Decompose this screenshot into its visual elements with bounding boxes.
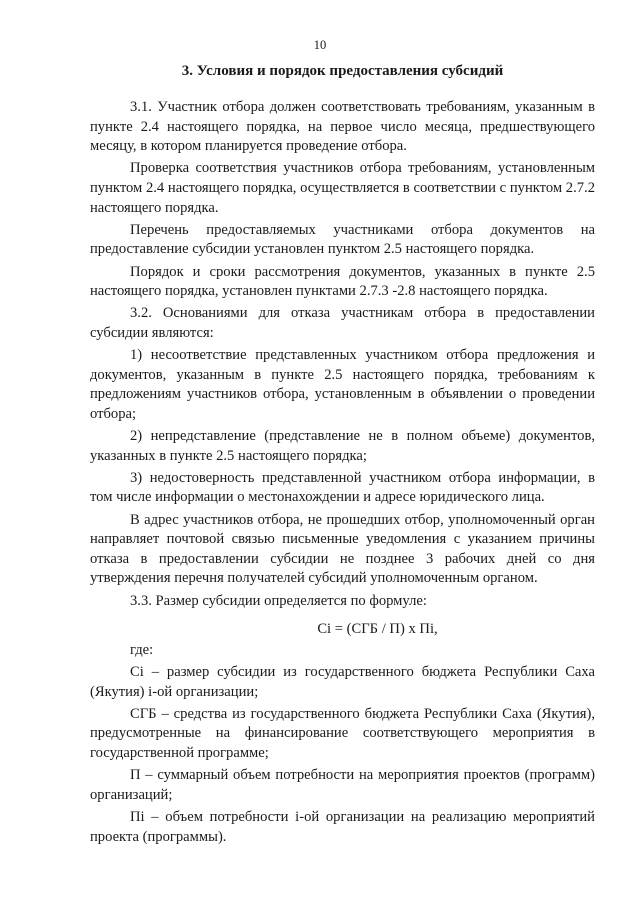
definition-p: П – суммарный объем потребности на мероприятия проектов (программ) организаций; [90, 767, 595, 803]
paragraph-documents-list: Перечень предоставляемых участниками отбора документов на предоставление субсидии установлен пунктом 2.5 настоящего порядка. [90, 221, 595, 258]
page-number: 10 [313, 38, 327, 52]
paragraph-notification: В адрес участников отбора, не прошедших отбор, уполномоченный орган направляет почтовой связью письменные уведомления с указанием причины отказа в предоставлении субсидии не позднее 3 рабочих дней со дня утверждения перечня получателей субсидий уполномоченным органом. [90, 511, 595, 587]
section-heading: 3. Условия и порядок предоставления субсидий [181, 63, 504, 79]
list-item-3: 3) недостоверность представленной участником отбора информации, в том числе информации о местонахождении и адресе юридического лица. [90, 469, 595, 506]
paragraph-3-1: 3.1. Участник отбора должен соответствовать требованиям, указанным в пункте 2.4 настоящего порядка, на первое число месяца, предшествующего месяцу, в котором планируется проведение отбора. [90, 99, 595, 155]
formula-where-label: где: [130, 641, 154, 658]
subsidy-formula: Ci = (СГБ / П) х Пi, [317, 621, 438, 638]
definition-ci: Ci – размер субсидии из государственного бюджета Республики Саха (Якутия) i-ой организации; [90, 663, 595, 700]
paragraph-review-terms: Порядок и сроки рассмотрения документов, указанных в пункте 2.5 настоящего порядка, установлен пунктами 2.7.3 -2.8 настоящего порядка. [90, 263, 595, 300]
paragraph-compliance-check: Проверка соответствия участников отбора требованиям, установленным пунктом 2.4 настоящего порядка, осуществляется в соответствии с пунктом 2.7.2 настоящего порядка. [90, 160, 595, 216]
list-item-2: 2) непредставление (представление не в полном объеме) документов, указанных в пункте 2.5 настоящего порядка; [90, 428, 595, 464]
paragraph-3-3: 3.3. Размер субсидии определяется по формуле: [130, 592, 427, 609]
list-item-1: 1) несоответствие представленных участником отбора предложения и документов, указанным в пункте 2.5 настоящего порядка, требованиям к предложениям участников отбора, установленным в объявлении о проведении отбора; [90, 347, 595, 422]
document-body [90, 98, 595, 850]
definition-pi: Пi – объем потребности i-ой организации на реализацию мероприятий проекта (программы). [90, 808, 595, 845]
paragraph-3-2: 3.2. Основаниями для отказа участникам отбора в предоставлении субсидии являются: [90, 305, 595, 341]
definition-sgb: СГБ – средства из государственного бюджета Республики Саха (Якутия), предусмотренные на финансирование соответствующего мероприятия в государственной программе; [90, 705, 595, 761]
